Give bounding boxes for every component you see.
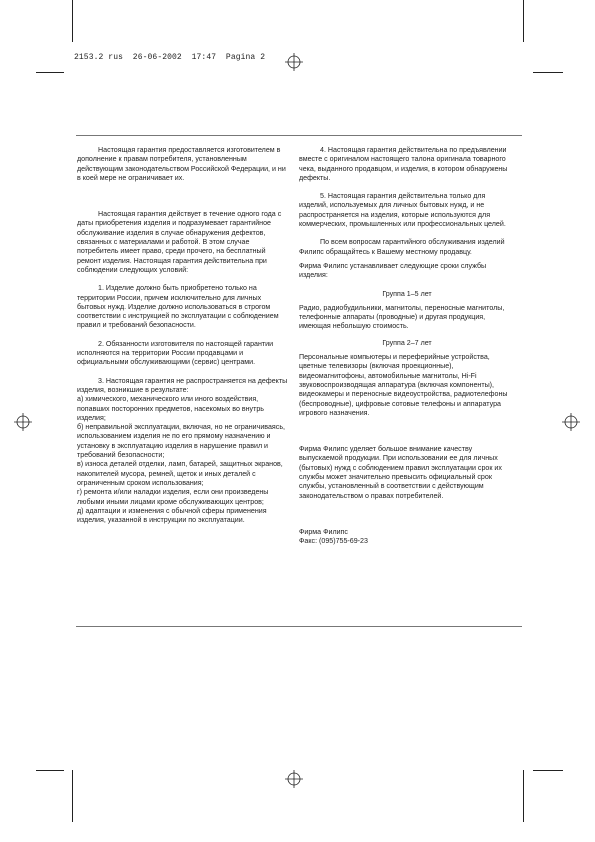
group-1-title: Группа 1–5 лет <box>382 289 432 298</box>
registration-mark-right <box>562 413 580 431</box>
signature-company: Фирма Филипс <box>299 527 348 536</box>
crop-mark-top-left-horizontal <box>36 72 64 73</box>
crop-mark-top-left-vertical <box>72 0 73 42</box>
right-column <box>299 146 515 547</box>
group-1-text: Радио, радиобудильники, магнитолы, переносные магнитолы, телефонные аппараты (проводные) и другая продукция, имеющая небольшую стоимость. <box>299 303 505 331</box>
crop-mark-bottom-left-vertical <box>72 770 73 822</box>
warranty-term-paragraph: Настоящая гарантия действует в течение одного года с даты приобретения изделия и подразумевает гарантийное обслуживание изделия в случае обнаружения дефектов, связанных с материалами и работой. В этом случае потребитель имеет право, среди прочего, на бесплатный ремонт изделия. Настоящая гарантия действительна при соблюдении следующих условий: <box>77 210 282 274</box>
crop-mark-bottom-right-vertical <box>523 770 524 822</box>
footer-rule <box>76 626 522 627</box>
condition-3c: в) износа деталей отделки, ламп, батарей, защитных экранов, накопителей мусора, ремней, щеток и иных деталей с ограниченным сроком использования; <box>77 460 283 487</box>
print-slug: 2153.2 rus 26-06-2002 17:47 Pagina 2 <box>74 53 266 62</box>
header-rule <box>76 135 522 136</box>
condition-1: 1. Изделие должно быть приобретено только на территории России, причем исключительно для личных бытовых нужд. Изделие должно использоваться в строгом соответствии с инструкцией по эксплуатации с соблюдением правил и требований безопасности. <box>77 284 279 330</box>
condition-5: 5. Настоящая гарантия действительна только для изделий, используемых для личных бытовых нужд, и не распространяется на изделия, которые используются для коммерческих, промышленных или профессиональных целей. <box>299 192 506 229</box>
condition-3b: б) неправильной эксплуатации, включая, но не ограничиваясь, использованием изделия не по его прямому назначению и установку в эксплуатацию изделия в нарушение правил и требований безопасности; <box>77 423 285 460</box>
group-2-text: Персональные компьютеры и переферийные устройства, цветные телевизоры (включая проекционные), видеомагнитофоны, автомобильные магнитолы, Hi-Fi звуковоспроизводящая аппаратура (включая компоненты), видеокамеры и переносные видеоустройства, радиотелефоны (беспроводные), цифровые сотовые телефоны и аппаратура игрового назначения. <box>299 353 508 417</box>
condition-3: 3. Настоящая гарантия не распространяется на дефекты изделия, возникшие в результате: <box>77 376 288 394</box>
signature-fax: Факс: (095)755-69-23 <box>299 537 368 546</box>
condition-2: 2. Обязанности изготовителя по настоящей гарантии исполняются на территории России продавцами и официальными обслуживающими (сервис) центрами. <box>77 339 274 367</box>
left-column <box>77 146 291 525</box>
crop-mark-top-right-vertical <box>523 0 524 42</box>
crop-mark-top-right-horizontal <box>533 72 563 73</box>
quality-paragraph: Фирма Филипс уделяет большое внимание качеству выпускаемой продукции. При использовании ее для личных (бытовых) нужд с соблюдением правил эксплуатации срок их службы может значительно превысить официальный срок службы, установленный в соответствии с действующим законодательством о правах потребителей. <box>299 445 502 500</box>
condition-3d: г) ремонта и/или наладки изделия, если они произведены любыми иными лицами кроме обслуживающих центров; <box>77 488 269 506</box>
group-2-title: Группа 2–7 лет <box>382 338 432 347</box>
registration-mark-top <box>285 53 303 71</box>
crop-mark-bottom-left-horizontal <box>36 770 64 771</box>
service-contact-paragraph: По всем вопросам гарантийного обслуживания изделий Филипс обращайтесь к Вашему местному продавцу. <box>299 238 505 256</box>
condition-3a: а) химического, механического или иного воздействия, попавших посторонних предметов, насекомых во внутрь изделия; <box>77 395 264 422</box>
registration-mark-bottom <box>285 770 303 788</box>
crop-mark-bottom-right-horizontal <box>533 770 563 771</box>
condition-3e: д) адаптации и изменения с обычной сферы применения изделия, указанной в инструкции по эксплуатации. <box>77 506 267 525</box>
condition-4: 4. Настоящая гарантия действительна по предъявлении вместе с оригиналом настоящего талона оригинала товарного чека, выданного продавцом, и изделия, в котором обнаружены дефекты. <box>299 146 508 182</box>
registration-mark-left <box>14 413 32 431</box>
intro-paragraph: Настоящая гарантия предоставляется изготовителем в дополнение к правам потребителя, установленным действующим законодательством Российской Федерации, и ни в коей мере не ограничивает их. <box>77 146 286 182</box>
service-life-intro: Фирма Филипс устанавливает следующие сроки службы изделия: <box>299 261 487 280</box>
